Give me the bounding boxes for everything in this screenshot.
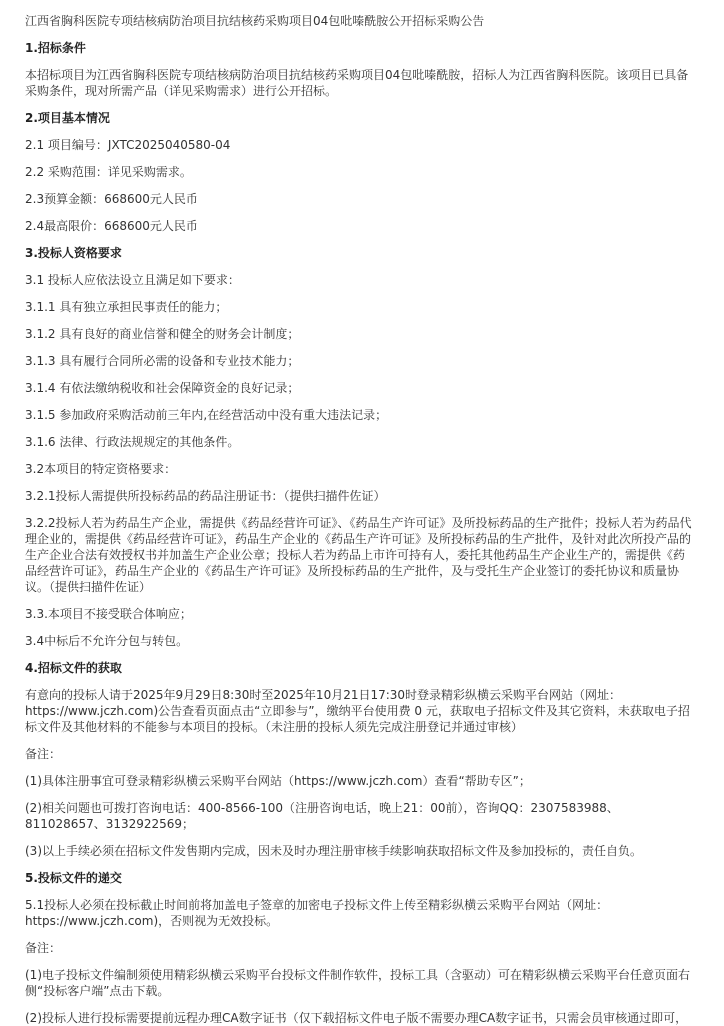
section-4 (25, 660, 696, 859)
paragraph: (2)投标人进行投标需要提前远程办理CA数字证书（仅下载招标文件电子版不需要办理CA数字证书，只需会员审核通过即可， (25, 1011, 688, 1025)
section-heading: 3.投标人资格要求 (25, 246, 122, 260)
paragraph: (3)以上手续必须在招标文件发售期内完成，因未及时办理注册审核手续影响获取招标文件及参加投标的，责任自负。 (25, 844, 643, 858)
paragraph: 3.1.2 具有良好的商业信誉和健全的财务会计制度； (25, 327, 300, 341)
paragraph: 2.2 采购范围：详见采购需求。 (25, 165, 192, 179)
paragraph: 2.1 项目编号：JXTC2025040580-04 (25, 138, 231, 152)
document-title: 江西省胸科医院专项结核病防治项目抗结核药采购项目04包吡嗪酰胺公开招标采购公告 (25, 14, 485, 28)
section-heading: 4.招标文件的获取 (25, 661, 122, 675)
paragraph: (1)具体注册事宜可登录精彩纵横云采购平台网站（https://www.jczh.com）查看“帮助专区”； (25, 774, 531, 788)
paragraph: 3.2本项目的特定资格要求： (25, 462, 177, 476)
paragraph: 备注： (25, 941, 62, 955)
paragraph: 有意向的投标人请于2025年9月29日8:30时至2025年10月21日17:30时登录精彩纵横云采购平台网站（网址：https://www.jczh.com)公告查看页面点击“立即参与”，缴纳平台使用费 0 元，获取电子招标文件及其它资料，未获取电子招标文件及其他材料的不能参与本项目的投标。（未注册的投标人须先完成注册登记并通过审核） (25, 688, 690, 734)
section-heading: 5.投标文件的递交 (25, 871, 122, 885)
paragraph: 3.2.1投标人需提供所投标药品的药品注册证书：（提供扫描件佐证） (25, 489, 386, 503)
paragraph: (2)相关问题也可拨打咨询电话：400-8566-100（注册咨询电话，晚上21：00前），咨询QQ：2307583988、811028657、3132922569； (25, 801, 619, 831)
section-5 (25, 870, 696, 1026)
paragraph: 2.3预算金额：668600元人民币 (25, 192, 198, 206)
paragraph: 3.1.3 具有履行合同所必需的设备和专业技术能力； (25, 354, 300, 368)
paragraph: (1)电子投标文件编制须使用精彩纵横云采购平台投标文件制作软件，投标工具（含驱动）可在精彩纵横云采购平台任意页面右侧“投标客户端”点击下载。 (25, 968, 691, 998)
paragraph: 备注： (25, 747, 62, 761)
paragraph: 3.4中标后不允许分包与转包。 (25, 634, 189, 648)
paragraph: 3.1.5 参加政府采购活动前三年内,在经营活动中没有重大违法记录； (25, 408, 388, 422)
paragraph: 3.1.6 法律、行政法规规定的其他条件。 (25, 435, 240, 449)
section-heading: 2.项目基本情况 (25, 111, 110, 125)
paragraph: 3.1 投标人应依法设立且满足如下要求： (25, 273, 240, 287)
paragraph: 3.1.1 具有独立承担民事责任的能力； (25, 300, 228, 314)
section-1 (25, 40, 696, 99)
section-3 (25, 245, 696, 649)
paragraph: 3.1.4 有依法缴纳税收和社会保障资金的良好记录； (25, 381, 300, 395)
paragraph: 5.1投标人必须在投标截止时间前将加盖电子签章的加密电子投标文件上传至精彩纵横云采购平台网站（网址：https://www.jczh.com)，否则视为无效投标。 (25, 898, 609, 928)
section-heading: 1.招标条件 (25, 41, 86, 55)
paragraph: 本招标项目为江西省胸科医院专项结核病防治项目抗结核药采购项目04包吡嗪酰胺，招标人为江西省胸科医院。该项目已具备采购条件，现对所需产品（详见采购需求）进行公开招标。 (25, 68, 689, 98)
paragraph: 2.4最高限价：668600元人民币 (25, 219, 198, 233)
document-body (25, 40, 696, 1026)
paragraph: 3.2.2投标人若为药品生产企业，需提供《药品经营许可证》、《药品生产许可证》及所投标药品的生产批件；投标人若为药品代理企业的，需提供《药品经营许可证》，药品生产企业的《药品生产许可证》及所投标药品的生产批件，及针对此次所投产品的生产企业合法有效授权书并加盖生产企业公章；投标人若为药品上市许可持有人，委托其他药品生产企业生产的，需提供《药品经营许可证》，药品生产企业的《药品生产许可证》及所投标药品的生产批件，及与受托生产企业签订的委托协议和质量协议。（提供扫描件佐证） (25, 516, 692, 594)
section-2 (25, 110, 696, 234)
paragraph: 3.3.本项目不接受联合体响应； (25, 607, 192, 621)
